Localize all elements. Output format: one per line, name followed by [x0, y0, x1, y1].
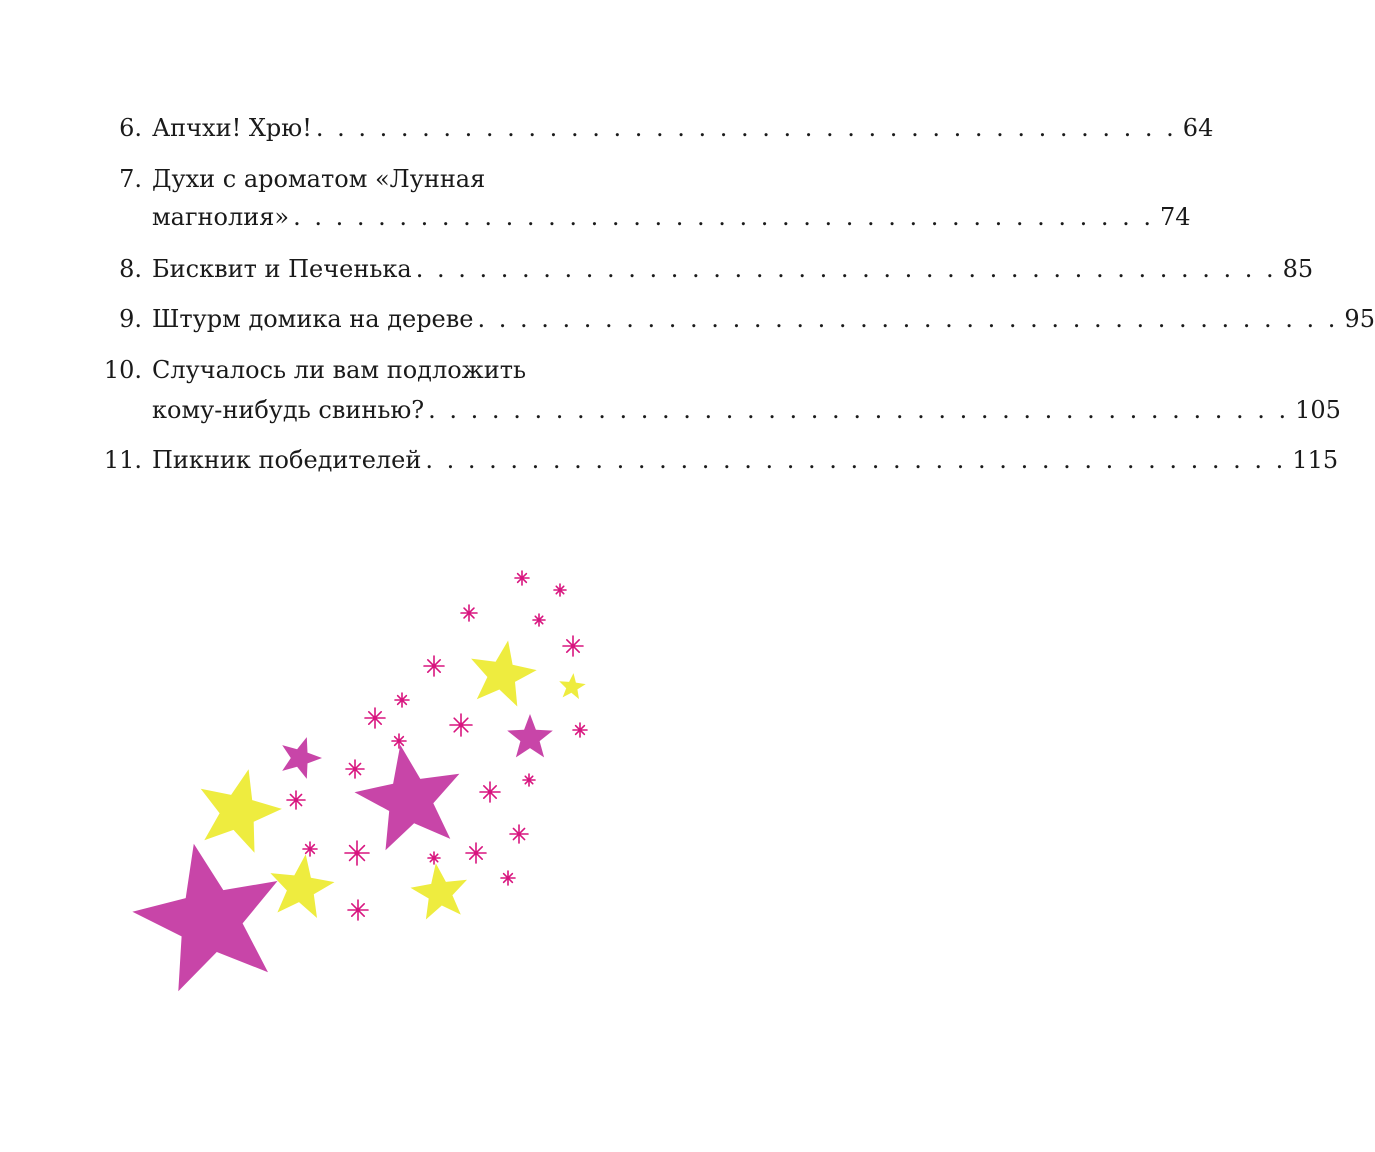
toc-entry-page: 95 [1344, 305, 1375, 333]
magenta-star-icon [355, 745, 460, 850]
yellow-star-icon [201, 769, 282, 853]
magenta-star-icon [282, 737, 322, 779]
toc-entry-title: Пикник победителей [152, 446, 422, 474]
toc-entry-title-line2: кому-нибудь свинью? [152, 396, 425, 424]
sparkle-icon [395, 693, 409, 707]
toc-entry-number: 8. [119, 255, 142, 283]
toc-leader-dots: . . . . . . . . . . . . . . . . . . . . . . . . . . . . . . . . . . . . . . . . . [293, 203, 1155, 231]
sparkle-icon [523, 774, 535, 786]
sparkle-icon [450, 714, 472, 736]
toc-leader-dots: . . . . . . . . . . . . . . . . . . . . . . . . . . . . . . . . . . . . . . . . . [315, 114, 1177, 142]
sparkle-icon [303, 842, 317, 856]
sparkle-icon [533, 614, 545, 626]
toc-entry-title-line1: Духи с ароматом «Лунная [152, 165, 486, 193]
magenta-star-icon [132, 844, 277, 992]
sparkle-icon [461, 605, 477, 621]
sparkle-icon [348, 900, 368, 920]
sparkle-icon [515, 571, 529, 585]
toc-entry-title: Бисквит и Печенька [152, 255, 412, 283]
toc-entry-page: 105 [1295, 396, 1341, 424]
sparkle-icon [480, 782, 500, 802]
sparkle-icon [365, 708, 385, 728]
toc-entry-title: Штурм домика на дереве [152, 305, 474, 333]
sparkle-icon [287, 791, 305, 809]
yellow-star-icon [471, 641, 537, 707]
toc-entry-number: 11. [103, 446, 142, 474]
toc-entry-page: 85 [1282, 255, 1314, 283]
sparkle-icon [573, 723, 587, 737]
toc-entry-number: 7. [119, 165, 142, 193]
magenta-star-icon [507, 714, 553, 757]
sparkle-icon [466, 843, 486, 863]
yellow-star-icon [559, 673, 586, 699]
toc-entry-page: 64 [1182, 114, 1214, 142]
yellow-star-icon [411, 863, 468, 919]
toc-leader-dots: . . . . . . . . . . . . . . . . . . . . . . . . . . . . . . . . . . . . . . . . . [425, 446, 1287, 474]
sparkle-icon [510, 825, 528, 843]
sparkle-icon [392, 734, 406, 748]
toc-entry-number: 10. [103, 356, 142, 384]
toc-leader-dots: . . . . . . . . . . . . . . . . . . . . . . . . . . . . . . . . . . . . . . . . . [428, 396, 1290, 424]
sparkle-icon [424, 656, 444, 676]
toc-entry-page: 74 [1160, 203, 1191, 231]
toc-entry-number: 6. [119, 114, 142, 142]
sparkle-icon [428, 852, 440, 864]
toc-entry-number: 9. [119, 305, 142, 333]
yellow-star-icon [270, 854, 334, 918]
sparkle-icon [345, 841, 369, 865]
toc-entry-title-line2: магнолия» [152, 203, 290, 231]
sparkle-icon [501, 871, 515, 885]
toc-entry-title-line1: Случалось ли вам подложить [152, 356, 527, 384]
sparkle-icon [346, 760, 364, 778]
toc-entry-title: Апчхи! Хрю! [152, 114, 312, 142]
sparkle-icon [563, 636, 583, 656]
sparkle-icon [554, 584, 566, 596]
toc-leader-dots: . . . . . . . . . . . . . . . . . . . . . . . . . . . . . . . . . . . . . . . . . [415, 255, 1277, 283]
toc-entry-page: 115 [1292, 446, 1339, 474]
toc-leader-dots: . . . . . . . . . . . . . . . . . . . . . . . . . . . . . . . . . . . . . . . . . [477, 305, 1339, 333]
